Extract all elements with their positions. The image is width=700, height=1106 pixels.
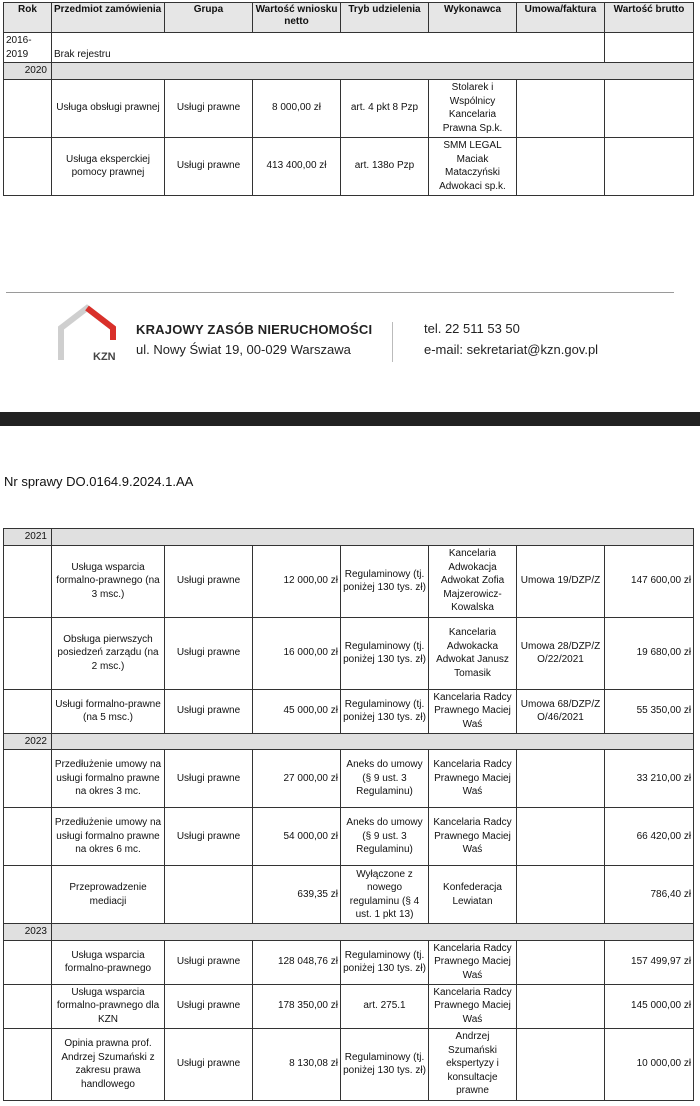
mode-cell: art. 275.1 [341, 984, 429, 1028]
subject-cell: Usługa eksperckiej pomocy prawnej [52, 137, 165, 195]
empty-cell [605, 33, 694, 63]
contractor-cell: SMM LEGAL Maciak Mataczyński Adwokaci sp.k. [429, 137, 517, 195]
group-cell: Usługi prawne [165, 1028, 253, 1100]
contract-cell: Umowa 68/DZP/ZO/46/2021 [517, 689, 605, 733]
year-bar [52, 529, 694, 546]
contract-cell [517, 940, 605, 984]
year-row-2023 [4, 924, 694, 941]
group-cell: Usługi prawne [165, 545, 253, 617]
year-cell: 2016-2019 [4, 33, 52, 63]
procurement-table-bottom [3, 528, 694, 1101]
mode-cell: Regulaminowy (tj. poniżej 130 tys. zł) [341, 1028, 429, 1100]
value-cell: 12 000,00 zł [253, 545, 341, 617]
table-row [4, 545, 694, 617]
year-cell: 2022 [4, 733, 52, 750]
subject-cell: Usługi formalno-prawne (na 5 msc.) [52, 689, 165, 733]
group-cell: Usługi prawne [165, 984, 253, 1028]
group-cell [165, 866, 253, 924]
contractor-cell: Kancelaria Radcy Prawnego Maciej Waś [429, 940, 517, 984]
address: ul. Nowy Świat 19, 00-029 Warszawa [136, 342, 351, 357]
header-net-value: Wartość wniosku netto [253, 3, 341, 33]
header-gross-value: Wartość brutto [605, 3, 694, 33]
year-row-2016-2019 [4, 33, 694, 63]
procurement-table-top [3, 2, 694, 196]
year-bar [52, 924, 694, 941]
empty-cell [4, 137, 52, 195]
value-cell: 8 130,08 zł [253, 1028, 341, 1100]
empty-cell [4, 866, 52, 924]
value-cell: 16 000,00 zł [253, 617, 341, 689]
letterhead-footer [0, 300, 700, 370]
contract-cell [517, 1028, 605, 1100]
gross-cell: 786,40 zł [605, 866, 694, 924]
mode-cell: Aneks do umowy (§ 9 ust. 3 Regulaminu) [341, 750, 429, 808]
brand-name: KRAJOWY ZASÓB NIERUCHOMOŚCI [136, 322, 373, 337]
year-row-2020 [4, 63, 694, 80]
gross-cell: 33 210,00 zł [605, 750, 694, 808]
empty-cell [4, 617, 52, 689]
subject-cell: Obsługa pierwszych posiedzeń zarządu (na 2 msc.) [52, 617, 165, 689]
group-cell: Usługi prawne [165, 750, 253, 808]
gross-cell: 147 600,00 zł [605, 545, 694, 617]
table-row [4, 866, 694, 924]
year-bar [52, 63, 694, 80]
value-cell: 27 000,00 zł [253, 750, 341, 808]
empty-cell [4, 808, 52, 866]
group-cell: Usługi prawne [165, 689, 253, 733]
contractor-cell: Kancelaria Radcy Prawnego Maciej Waś [429, 984, 517, 1028]
contract-cell: Umowa 19/DZP/Z [517, 545, 605, 617]
footer-separator [392, 322, 393, 362]
mode-cell: art. 4 pkt 8 Pzp [341, 79, 429, 137]
gross-cell: 145 000,00 zł [605, 984, 694, 1028]
logo-text: KZN [93, 351, 116, 363]
value-cell: 54 000,00 zł [253, 808, 341, 866]
empty-cell [4, 940, 52, 984]
year-row-2021 [4, 529, 694, 546]
contract-cell [517, 750, 605, 808]
gross-cell: 66 420,00 zł [605, 808, 694, 866]
empty-cell [4, 984, 52, 1028]
year-bar [52, 733, 694, 750]
contractor-cell: Stolarek i Wspólnicy Kancelaria Prawna Sp.k. [429, 79, 517, 137]
value-cell: 45 000,00 zł [253, 689, 341, 733]
case-number: Nr sprawy DO.0164.9.2024.1.AA [4, 474, 194, 489]
mode-cell: Regulaminowy (tj. poniżej 130 tys. zł) [341, 689, 429, 733]
table-row [4, 689, 694, 733]
header-year: Rok [4, 3, 52, 33]
phone: tel. 22 511 53 50 [424, 321, 520, 336]
gross-cell [605, 137, 694, 195]
mode-cell: Regulaminowy (tj. poniżej 130 tys. zł) [341, 617, 429, 689]
group-cell: Usługi prawne [165, 940, 253, 984]
contractor-cell: Kancelaria Adwokacka Adwokat Janusz Tomasik [429, 617, 517, 689]
table-row [4, 617, 694, 689]
email-link[interactable]: e-mail: sekretariat@kzn.gov.pl [424, 342, 599, 357]
mode-cell: Regulaminowy (tj. poniżej 130 tys. zł) [341, 940, 429, 984]
table-row [4, 79, 694, 137]
contractor-cell: Kancelaria Radcy Prawnego Maciej Waś [429, 689, 517, 733]
contract-cell [517, 808, 605, 866]
subject-cell: Przedłużenie umowy na usługi formalno prawne na okres 6 mc. [52, 808, 165, 866]
empty-cell [4, 1028, 52, 1100]
subject-cell: Przedłużenie umowy na usługi formalno prawne na okres 3 mc. [52, 750, 165, 808]
subject-cell: Usługa wsparcia formalno-prawnego dla KZN [52, 984, 165, 1028]
header-row [4, 3, 694, 33]
mode-cell: Aneks do umowy (§ 9 ust. 3 Regulaminu) [341, 808, 429, 866]
value-cell: 413 400,00 zł [253, 137, 341, 195]
empty-cell [4, 689, 52, 733]
subject-cell: Opinia prawna prof. Andrzej Szumański z zakresu prawa handlowego [52, 1028, 165, 1100]
year-cell: 2021 [4, 529, 52, 546]
contract-cell [517, 984, 605, 1028]
header-subject: Przedmiot zamówienia [52, 3, 165, 33]
table-row [4, 750, 694, 808]
group-cell: Usługi prawne [165, 79, 253, 137]
value-cell: 639,35 zł [253, 866, 341, 924]
contractor-cell: Kancelaria Radcy Prawnego Maciej Waś [429, 750, 517, 808]
table-row [4, 808, 694, 866]
contract-cell [517, 866, 605, 924]
contractor-cell: Kancelaria Radcy Prawnego Maciej Waś [429, 808, 517, 866]
table-row [4, 984, 694, 1028]
subject-cell: Usługa wsparcia formalno-prawnego (na 3 msc.) [52, 545, 165, 617]
subject-cell: Przeprowadzenie mediacji [52, 866, 165, 924]
mode-cell: Wyłączone z nowego regulaminu (§ 4 ust. 1 pkt 13) [341, 866, 429, 924]
table-row [4, 1028, 694, 1100]
mode-cell: art. 138o Pzp [341, 137, 429, 195]
gross-cell: 157 499,97 zł [605, 940, 694, 984]
header-contractor: Wykonawca [429, 3, 517, 33]
year-row-2022 [4, 733, 694, 750]
contractor-cell: Andrzej Szumański ekspertyzy i konsultacje prawne [429, 1028, 517, 1100]
subject-cell: Usługa wsparcia formalno-prawnego [52, 940, 165, 984]
empty-cell [4, 79, 52, 137]
gross-cell: 19 680,00 zł [605, 617, 694, 689]
subject-cell: Usługa obsługi prawnej [52, 79, 165, 137]
group-cell: Usługi prawne [165, 137, 253, 195]
contractor-cell: Kancelaria Adwokacja Adwokat Zofia Majzerowicz-Kowalska [429, 545, 517, 617]
value-cell: 8 000,00 zł [253, 79, 341, 137]
header-contract: Umowa/faktura [517, 3, 605, 33]
footer-divider [6, 292, 674, 293]
contract-cell [517, 137, 605, 195]
gross-cell: 10 000,00 zł [605, 1028, 694, 1100]
table-row [4, 137, 694, 195]
group-cell: Usługi prawne [165, 808, 253, 866]
year-cell: 2023 [4, 924, 52, 941]
value-cell: 128 048,76 zł [253, 940, 341, 984]
empty-cell [4, 750, 52, 808]
contract-cell [517, 79, 605, 137]
page-break-bar [0, 412, 700, 426]
mode-cell: Regulaminowy (tj. poniżej 130 tys. zł) [341, 545, 429, 617]
header-group: Grupa [165, 3, 253, 33]
group-cell: Usługi prawne [165, 617, 253, 689]
year-cell: 2020 [4, 63, 52, 80]
gross-cell: 55 350,00 zł [605, 689, 694, 733]
gross-cell [605, 79, 694, 137]
empty-cell [4, 545, 52, 617]
contractor-cell: Konfederacja Lewiatan [429, 866, 517, 924]
kzn-logo [55, 304, 119, 364]
value-cell: 178 350,00 zł [253, 984, 341, 1028]
contract-cell: Umowa 28/DZP/ZO/22/2021 [517, 617, 605, 689]
no-register-note: Brak rejestru [52, 33, 605, 63]
header-mode: Tryb udzielenia [341, 3, 429, 33]
table-row [4, 940, 694, 984]
